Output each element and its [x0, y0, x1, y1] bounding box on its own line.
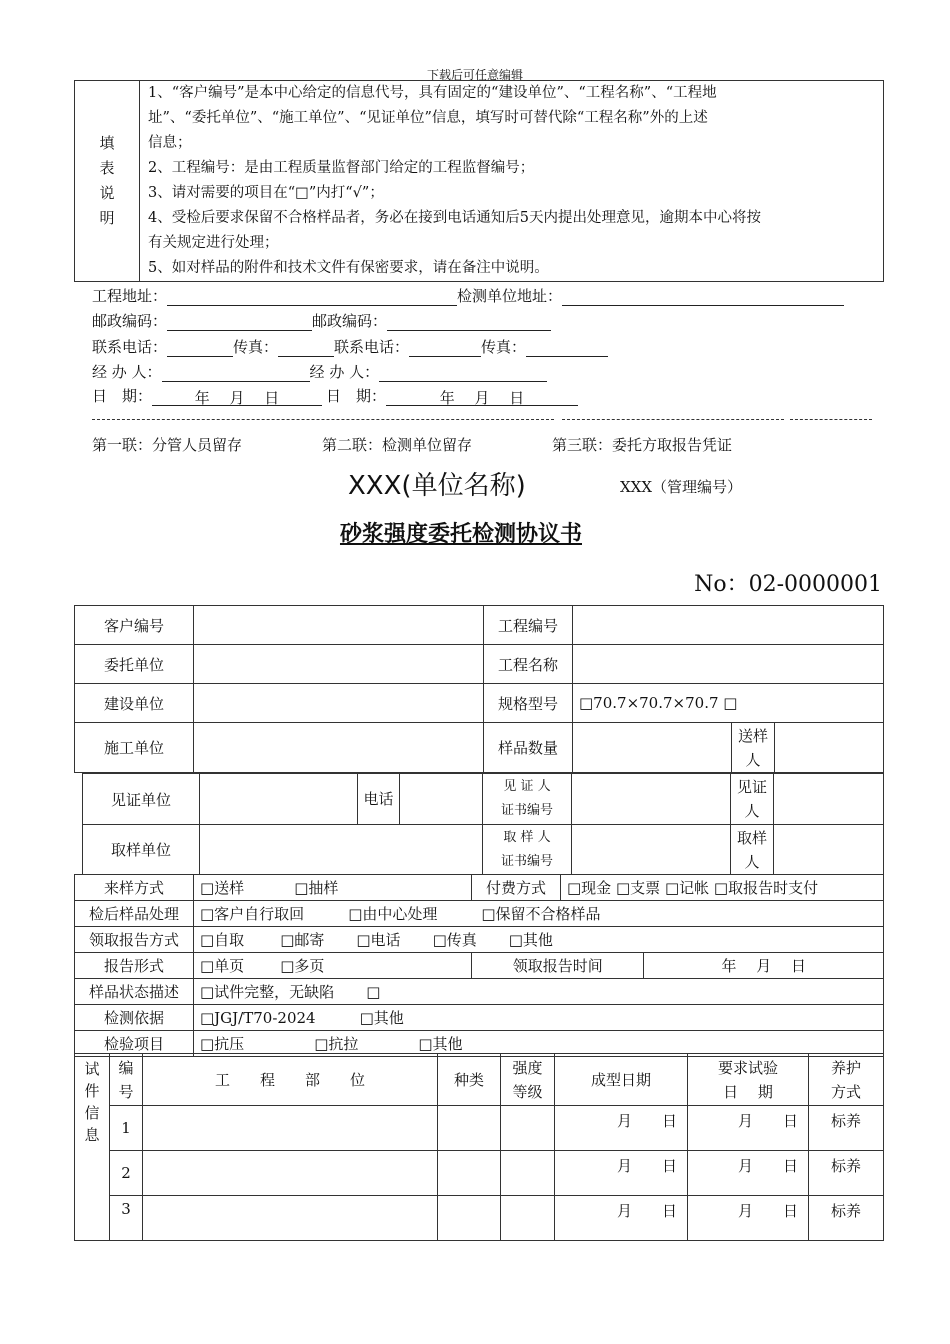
- instructions-table: [74, 80, 884, 282]
- col-cure-header: 养护 方式: [809, 1054, 884, 1106]
- specimen-side-label: 试 件 信 息: [75, 1054, 110, 1241]
- pickup-phone-checkbox[interactable]: □电话: [356, 931, 401, 949]
- cut-line-3: [790, 419, 872, 420]
- phone-label: 电话: [358, 774, 400, 825]
- state-other-checkbox[interactable]: □: [366, 983, 381, 1001]
- pay-account-checkbox[interactable]: □记帐: [664, 879, 710, 897]
- row-part-field[interactable]: [143, 1151, 438, 1196]
- delivery-send-checkbox[interactable]: □送样: [200, 879, 245, 897]
- copy-third: 第三联：委托方取报告凭证: [552, 436, 733, 454]
- project-name-label: 工程名称: [484, 645, 573, 684]
- delivery-label: 来样方式: [75, 875, 194, 901]
- row-type-field[interactable]: [438, 1106, 501, 1151]
- col-type-header: 种类: [438, 1054, 501, 1106]
- row-number: 3: [110, 1196, 143, 1241]
- pickup-method-options[interactable]: [194, 927, 884, 953]
- witness-unit-label: 见证单位: [83, 774, 200, 825]
- col-number-header: 编 号: [110, 1054, 143, 1106]
- pickup-fax-checkbox[interactable]: □传真: [432, 931, 477, 949]
- test-items-label: 检验项目: [75, 1031, 194, 1057]
- col-grade-header: 强度 等级: [501, 1054, 555, 1106]
- after-center-checkbox[interactable]: □由中心处理: [348, 905, 438, 923]
- project-address-field[interactable]: [167, 287, 457, 306]
- row-req-date[interactable]: 月 日: [688, 1151, 809, 1196]
- row-cure: 标养: [809, 1151, 884, 1196]
- row-date[interactable]: 月 日: [555, 1106, 688, 1151]
- contractor-label: 施工单位: [75, 723, 194, 773]
- after-keep-checkbox[interactable]: □保留不合格样品: [481, 905, 601, 923]
- document-number: No：02-0000001: [694, 572, 882, 597]
- sampler-cert-field[interactable]: [572, 825, 731, 875]
- sampler-cert-label: 取 样 人 证书编号: [483, 825, 572, 875]
- row-date[interactable]: 月 日: [555, 1151, 688, 1196]
- pickup-self-checkbox[interactable]: □自取: [200, 931, 245, 949]
- pickup-mail-checkbox[interactable]: □邮寄: [280, 931, 325, 949]
- sender-field[interactable]: [775, 723, 884, 773]
- pickup-method-label: 领取报告方式: [75, 927, 194, 953]
- report-format-label: 报告形式: [75, 953, 194, 979]
- row-req-date[interactable]: 月 日: [688, 1196, 809, 1241]
- sample-state-label: 样品状态描述: [75, 979, 194, 1005]
- format-single-checkbox[interactable]: □单页: [200, 957, 245, 975]
- row-date[interactable]: 月 日: [555, 1196, 688, 1241]
- row-part-field[interactable]: [143, 1106, 438, 1151]
- builder-label: 建设单位: [75, 684, 194, 723]
- delivery-options[interactable]: [194, 875, 472, 901]
- report-format-options[interactable]: [194, 953, 472, 979]
- pickup-other-checkbox[interactable]: □其他: [508, 931, 553, 949]
- customer-no-label: 客户编号: [75, 606, 194, 645]
- row-grade-field[interactable]: [501, 1196, 555, 1241]
- witness-unit-field[interactable]: [200, 774, 358, 825]
- handler-field-1[interactable]: [162, 363, 310, 382]
- pickup-time-label: 领取报告时间: [472, 953, 644, 979]
- payment-label: 付费方式: [472, 875, 561, 901]
- project-no-label: 工程编号: [484, 606, 573, 645]
- fax-field-2[interactable]: [526, 338, 608, 357]
- spec-value[interactable]: □70.7×70.7×70.7 □: [573, 684, 884, 723]
- specimen-table: [74, 1053, 884, 1241]
- col-date-header: 成型日期: [555, 1054, 688, 1106]
- row-number: 2: [110, 1151, 143, 1196]
- table-row: [75, 1151, 884, 1196]
- date-field-2[interactable]: 年 月 日: [386, 387, 578, 406]
- pay-cash-checkbox[interactable]: □现金: [567, 879, 612, 897]
- after-test-label: 检后样品处理: [75, 901, 194, 927]
- management-number: XXX（管理编号）: [620, 478, 743, 496]
- sample-state-options[interactable]: [194, 979, 884, 1005]
- project-name-field[interactable]: [573, 645, 884, 684]
- sampler-field[interactable]: [774, 825, 884, 875]
- test-basis-label: 检测依据: [75, 1005, 194, 1031]
- customer-no-field[interactable]: [194, 606, 484, 645]
- basis-other-checkbox[interactable]: □其他: [359, 1009, 404, 1027]
- row-cure: 标养: [809, 1106, 884, 1151]
- contractor-field[interactable]: [194, 723, 484, 773]
- phone-field-1[interactable]: [167, 338, 233, 357]
- table-row: [75, 1106, 884, 1151]
- handler-field-2[interactable]: [379, 363, 547, 382]
- builder-field[interactable]: [194, 684, 484, 723]
- date-field-1[interactable]: 年 月 日: [152, 387, 322, 406]
- address-line: 工程地址： 检测单位地址：: [92, 285, 844, 306]
- project-no-field[interactable]: [573, 606, 884, 645]
- row-cure: 标养: [809, 1196, 884, 1241]
- unit-name: XXX(单位名称): [348, 471, 526, 501]
- date-line: 日 期： 年 月 日 日 期： 年 月 日: [92, 385, 578, 406]
- pay-check-checkbox[interactable]: □支票: [615, 879, 661, 897]
- table-row: [75, 1196, 884, 1241]
- sampler-label: 取样人: [731, 825, 774, 875]
- witness-label: 见证人: [731, 774, 774, 825]
- handler-line: 经 办 人： 经 办 人：: [92, 361, 547, 382]
- instructions-label: 填 表 说 明: [75, 81, 140, 282]
- witness-field[interactable]: [774, 774, 884, 825]
- spec-label: 规格型号: [484, 684, 573, 723]
- info-table-2: [82, 773, 884, 875]
- row-grade-field[interactable]: [501, 1151, 555, 1196]
- sampling-unit-label: 取样单位: [83, 825, 200, 875]
- postcode-field-1[interactable]: [167, 312, 312, 331]
- copy-first: 第一联：分管人员留存: [92, 436, 243, 454]
- lab-address-field[interactable]: [562, 287, 844, 306]
- row-type-field[interactable]: [438, 1196, 501, 1241]
- witness-phone-field[interactable]: [400, 774, 483, 825]
- test-basis-options[interactable]: [194, 1005, 884, 1031]
- phone-field-2[interactable]: [409, 338, 481, 357]
- row-part-field[interactable]: [143, 1196, 438, 1241]
- basis-jgj-checkbox[interactable]: □JGJ/T70-2024: [200, 1009, 316, 1027]
- state-intact-checkbox[interactable]: □试件完整，无缺陷: [200, 983, 335, 1001]
- format-multi-checkbox[interactable]: □多页: [280, 957, 325, 975]
- item-compression-checkbox[interactable]: □抗压: [200, 1035, 245, 1053]
- pay-on-pickup-checkbox[interactable]: □取报告时支付: [713, 879, 819, 897]
- postcode-line: 邮政编码： 邮政编码：: [92, 310, 551, 331]
- copy-second: 第二联：检测单位留存: [322, 436, 473, 454]
- cut-line-1: [92, 419, 554, 420]
- options-table: [74, 874, 884, 1057]
- after-self-return-checkbox[interactable]: □客户自行取回: [200, 905, 305, 923]
- witness-cert-field[interactable]: [572, 774, 731, 825]
- row-grade-field[interactable]: [501, 1106, 555, 1151]
- after-test-options[interactable]: [194, 901, 884, 927]
- cut-line-2: [562, 419, 784, 420]
- sample-qty-field[interactable]: [573, 723, 732, 773]
- delivery-sample-checkbox[interactable]: □抽样: [294, 879, 339, 897]
- payment-options[interactable]: [561, 875, 884, 901]
- document-title: 砂浆强度委托检测协议书: [339, 522, 582, 547]
- row-req-date[interactable]: 月 日: [688, 1106, 809, 1151]
- header-note: 下载后可任意编辑: [426, 68, 523, 82]
- postcode-field-2[interactable]: [387, 312, 551, 331]
- client-label: 委托单位: [75, 645, 194, 684]
- item-tension-checkbox[interactable]: □抗拉: [314, 1035, 359, 1053]
- witness-cert-label: 见 证 人 证书编号: [483, 774, 572, 825]
- row-type-field[interactable]: [438, 1151, 501, 1196]
- col-part-header: 工 程 部 位: [143, 1054, 438, 1106]
- sender-label: 送样人: [732, 723, 775, 773]
- phone-line: 联系电话： 传真： 联系电话： 传真：: [92, 336, 608, 357]
- info-table-1: [74, 605, 884, 773]
- item-other-checkbox[interactable]: □其他: [418, 1035, 463, 1053]
- row-number: 1: [110, 1106, 143, 1151]
- instructions-text: 1、“客户编号”是本中心给定的信息代号，具有固定的“建设单位”、“工程名称”、“工程地 址”、“委托单位”、“施工单位”、“见证单位”信息，填写时可替代除“工程名称”外的上述 信息； 2、工程编号：是由工程质量监督部门给定的工程监督编号； 3、请对需要的项目在“□”内打“√”； 4、受检后要求保留不合格样品者，务必在接到电话通知后5天内提出处理意见，逾期本中心将按 有关规定进行处理； 5、如对样品的附件和技术文件有保密要求，请在备注中说明。: [140, 81, 884, 282]
- client-field[interactable]: [194, 645, 484, 684]
- pickup-time-field[interactable]: 年 月 日: [644, 953, 884, 979]
- col-req-header: 要求试验 日 期: [688, 1054, 809, 1106]
- sampling-unit-field[interactable]: [200, 825, 483, 875]
- fax-field-1[interactable]: [278, 338, 334, 357]
- sample-qty-label: 样品数量: [484, 723, 573, 773]
